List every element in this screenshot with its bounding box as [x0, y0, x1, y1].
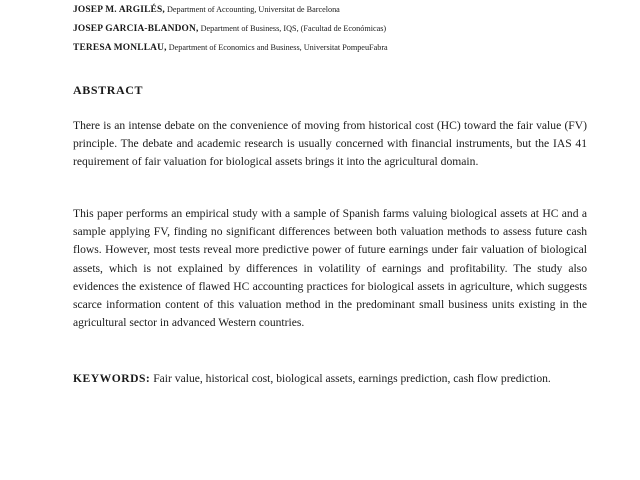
author-list — [73, 0, 633, 57]
author-1 — [73, 0, 633, 19]
abstract-paragraph-1: There is an intense debate on the convenience of moving from historical cost (HC) toward the fair value (FV) principle. The debate and academic research is usually concerned with financial instruments, but the IAS 41 requirement of fair valuation for biological assets brings it into the agricultural domain. — [73, 119, 587, 169]
abstract-heading: ABSTRACT — [73, 83, 144, 97]
author-affiliation: Department of Accounting, Universitat de Barcelona — [167, 5, 340, 14]
keywords — [73, 370, 587, 388]
author-affiliation: Department of Economics and Business, Universitat PompeuFabra — [168, 43, 388, 52]
abstract-paragraph-2: This paper performs an empirical study with a sample of Spanish farms valuing biological assets at HC and a sample applying FV, finding no significant differences between both valuation methods to assess future cash flows. However, most tests reveal more predictive power of future earnings under fair valuation of biological assets, which is not explained by differences in volatility of earnings and profitability. The study also evidences the existence of flawed HC accounting practices for biological assets in agriculture, which suggests scarce information content of this valuation method in the predominant small business units existing in the agricultural sector in advanced Western countries. — [73, 207, 587, 330]
author-name: JOSEP M. ARGILÉS, — [73, 5, 165, 15]
author-3 — [73, 38, 633, 57]
author-affiliation: Department of Business, IQS, (Facultad de Económicas) — [200, 24, 387, 33]
keywords-text: Fair value, historical cost, biological assets, earnings prediction, cash flow prediction. — [153, 372, 551, 385]
keywords-label: KEYWORDS: — [73, 372, 151, 385]
author-name: TERESA MONLLAU, — [73, 43, 167, 53]
author-2 — [73, 19, 633, 38]
author-name: JOSEP GARCIA-BLANDON, — [73, 24, 199, 34]
